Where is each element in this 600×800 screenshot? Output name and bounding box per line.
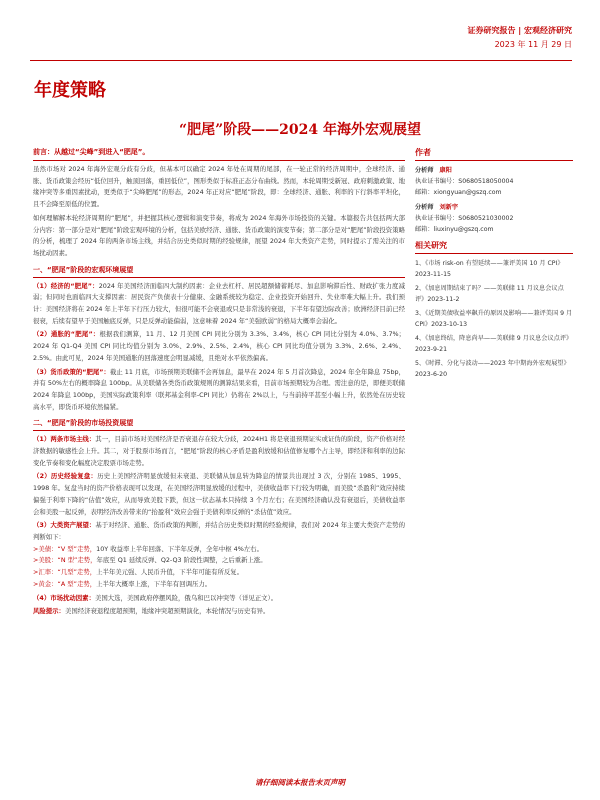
- analyst-card: 分析师 康阳 执业证书编号：S0680518050004 邮箱：xiongyuan@gszq.com: [415, 167, 514, 196]
- related-link[interactable]: 1、《市场 risk-on 有望延续——兼评美国 10 月 CPI》2023-11-15: [415, 260, 564, 278]
- related-link[interactable]: 4、《加息终结，降息尚早——美联储 9 月议息会议点评》2023-9-21: [415, 335, 573, 353]
- report-type-line: 证券研究报告 | 宏观经济研究: [467, 26, 572, 35]
- analyst-card: 分析师 刘新宇 执业证书编号：S0680521030002 邮箱：liuxinyu@gszq.com: [415, 204, 514, 233]
- authors-divider: [415, 160, 573, 161]
- section2-divider: [33, 430, 405, 431]
- footer-disclaimer: 请仔细阅读本报告末页声明: [255, 778, 345, 787]
- outlook-item: >美股：“N 型”走势，年底至 Q1 延续反弹、Q2-Q3 阶段性调整，之后重新上涨。: [33, 556, 267, 565]
- related-link[interactable]: 2、《加息周期结束了吗？——美联储 11 月议息会议点评》2023-11-2: [415, 285, 564, 303]
- section2-item: （2）历史经验复盘：历史上美国经济明显放缓但未衰退、美联储从加息转为降息的情景共出现过 3 次，分别在 1985、1995、1998 年。复盘当时的资产价格表现可以发现，在美国经济明显放缓的过程中，美债收益率下行较为明确，而美股“杀盈利”效应持续偏强于利率下降的“估值”效应，从而导致美股下跌，但这一状态基本只持续 3 个月左右；在美国经济确认没有衰退后，美债收益率会和美股一起反弹，表明经济改善带来的“抬盈利”效应会强于美债利率反弹的“杀估值”效应。: [33, 472, 405, 516]
- main-column: [33, 146, 405, 618]
- report-category: 年度策略: [34, 80, 106, 101]
- outlook-item: >黄金：“A 型”走势，上半年大概率上涨，下半年有回调压力。: [33, 579, 212, 588]
- related-link[interactable]: 3、《近期美债收益率飙升的原因及影响——兼评美国 9 月 CPI》2023-10-13: [415, 310, 573, 328]
- header-meta: [468, 24, 573, 52]
- summary-paragraph: 虽然市场对 2024 年海外宏观分歧有分歧，但基本可以确定 2024 年处在周期的尾部，在一轮正常的经济周期中，全球经济、通胀、货币政策会经历“低位回升，触顶回落，重回低位”，图形类似于标准正态分布曲线。然而，本轮周期受新冠、政府刺激政策、地缘冲突等多重因素扰动，更类似于“尖峰肥尾”的形态，2024 年正对应“肥尾”阶段，即：全球经济、通胀、利率的下行斜率平坦化，且不会降至原低的位置。: [33, 165, 405, 209]
- summary-paragraph: 如何理解解本轮经济周期的“肥尾”，并把握其核心逻辑和演变节奏，将成为 2024 年海外市场投资的关键。本篇报告共包括两大部分内容：第一部分是对“肥尾”阶段宏观环境的分析，包括美欧经济、通胀、货币政策的演变节奏；第二部分是对“肥尾”阶段投资策略的分析，梳理了 2024 年的两条市场主线，并结合历史类似时期的经验规律，展望 2024 年大类资产走势，同时提示了需关注的市场扰动因素。: [33, 213, 405, 257]
- related-heading: 相关研究: [415, 241, 447, 250]
- outlook-item: >美债：“V 型”走势，10Y 收益率上半年回落、下半年反弹，全年中枢 4%左右。: [33, 544, 263, 553]
- report-date: 2023 年 11 月 29 日: [494, 40, 572, 49]
- section1-item: （1）经济的“肥尾”：2024 年美国经济面临四大制约因素：企业去杠杆、居民超额储蓄耗尽、加息影响滞后性、财政扩张力度减弱；但同时也面临四大支撑因素：居民资产负债表十分健康、金融系统较为稳定、企业投资开始回升、失业率难大幅上升。我们预计：美国经济将在 2024 年上半年下行压力较大，但很可能不会衰退或只是非常浅的衰退，下半年有望边际改善；欧洲经济目前已经很衰，后续有望早于美国触底反弹，只是反弹动能偏弱，这意味着 2024 年“美强欧弱”的格局大概率会弱化。: [33, 281, 405, 325]
- section1-item: （3）货币政策的“肥尾”：截止 11 月底，市场预期美联储不会再加息，最早在 2024 年 5 月首次降息，2024 年全年降息 75bp，并有 50%左右的概率降息 100bp。从美联储各类货币政策规则的测算结果来看，目前市场预期较为合理。需注意的是，即便美联储 2024 年降息 100bp，美国实际政策利率（联邦基金利率-CPI 同比）仍将在 2%以上，与当前持平甚至小幅上升，依然处在历史较高水平，即货币环境依然偏紧。: [33, 367, 405, 411]
- sidebar: [415, 146, 573, 383]
- authors-heading: 作者: [415, 148, 431, 157]
- related-link[interactable]: 5、《时滞、分化与波动——2023 年中期海外宏观展望》2023-6-20: [415, 360, 570, 378]
- section1-item: （2）通胀的“肥尾”：根据我们测算，11 月、12 月美国 CPI 同比分别为 3.3%、3.4%，核心 CPI 同比分别为 4.0%、3.7%；2024 年 Q1-Q4 美国 CPI 同比均值分别为 3.0%、2.9%、2.5%、2.4%，核心 CPI 同比均值分别为 3.3%、2.6%、2.4%、2.5%。由此可见，2024 年美国通胀的回落速度会明显减缓，且绝对水平依然偏高。: [33, 330, 405, 362]
- risk-note: 风险提示：美国经济衰退程度超预期，地缘冲突超预期演化，本轮情况与历史有异。: [33, 607, 270, 616]
- summary-heading: 前言：从越过“尖峰”到进入“肥尾”。: [33, 148, 150, 156]
- summary-divider: [33, 160, 405, 161]
- section2-item: （3）大类资产展望：基于对经济、通胀、货币政策的判断，并结合历史类似时期的经验规律，我们对 2024 年主要大类资产走势的判断如下：: [33, 521, 405, 541]
- section2-title: 二、“肥尾”阶段的市场投资展望: [33, 419, 134, 428]
- section1-title: 一、“肥尾”阶段的宏观环境展望: [33, 265, 134, 274]
- section2-item: （1）两条市场主线：其一，目前市场对美国经济是否衰退存在较大分歧，2024H1 将是衰退预期证实或证伪的阶段，资产价格对经济数据的敏感性会上升。其二，对于股票市场而言，“肥尾”阶段的核心矛盾是盈利放缓和估值修复哪个占主导，即经济和利率的边际变化节奏和变化幅度决定股票市场走势。: [33, 435, 405, 467]
- related-divider: [415, 253, 573, 254]
- outlook-item: >汇率：“几型”走势，上半年美元强、人民币升值，下半年可能有所反复。: [33, 568, 244, 577]
- header-divider: [30, 60, 572, 61]
- section1-divider: [33, 277, 405, 278]
- section2-extra: （4）市场扰动因素：美国大选，美国政府停摆风险，俄乌和巴以冲突等（详见正文）。: [33, 593, 278, 602]
- page-title: “肥尾”阶段——2024 年海外宏观展望: [179, 122, 421, 138]
